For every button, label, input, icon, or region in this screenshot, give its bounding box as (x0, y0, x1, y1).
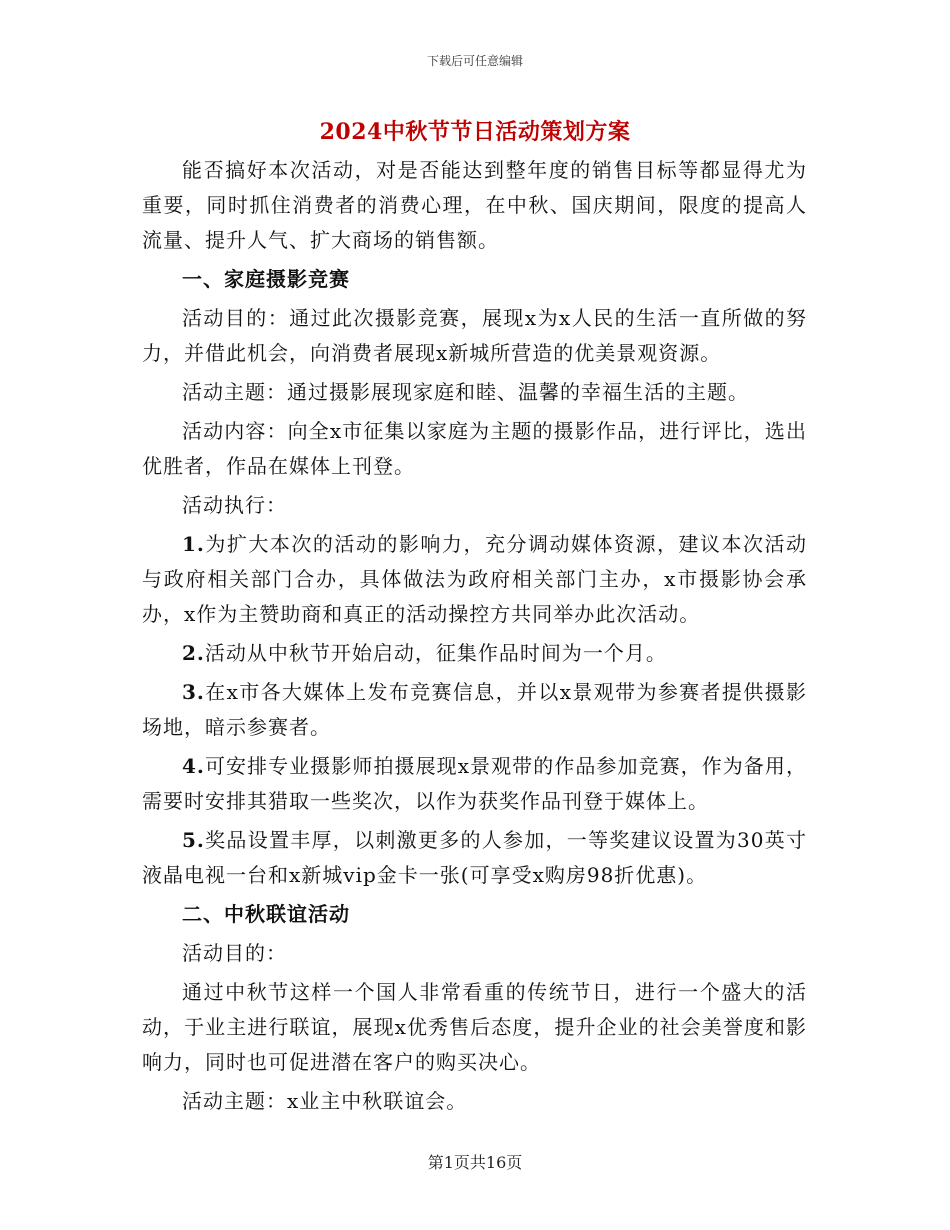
list-number: 1. (182, 532, 205, 556)
body-paragraph: 活动执行： (182, 493, 287, 517)
list-number: 5. (182, 828, 205, 852)
page-footer: 第1页共16页 (427, 1153, 523, 1172)
numbered-paragraph (142, 823, 807, 893)
list-text: 在x市各大媒体上发布竞赛信息，并以x景观带为参赛者提供摄影场地，暗示参赛者。 (142, 680, 807, 739)
body-paragraph: 活动内容：向全x市征集以家庭为主题的摄影作品，进行评比，选出优胜者，作品在媒体上刊登。 (142, 419, 807, 478)
list-number: 2. (182, 641, 205, 665)
section-heading: 一、家庭摄影竞赛 (182, 267, 350, 291)
document-body (142, 153, 807, 1119)
page-title: 2024中秋节节日活动策划方案 (319, 119, 631, 145)
body-paragraph: 活动目的：通过此次摄影竞赛，展现x为x人民的生活一直所做的努力，并借此机会，向消费者展现x新城所营造的优美景观资源。 (142, 306, 807, 365)
header-note: 下载后可任意编辑 (426, 54, 523, 68)
list-text: 活动从中秋节开始启动，征集作品时间为一个月。 (204, 641, 667, 665)
list-text: 可安排专业摄影师拍摄展现x景观带的作品参加竞赛，作为备用，需要时安排其猎取一些奖次，以作为获奖作品刊登于媒体上。 (142, 754, 807, 813)
section-heading: 二、中秋联谊活动 (182, 902, 350, 926)
list-number: 4. (182, 754, 205, 778)
list-text: 奖品设置丰厚，以刺激更多的人参加，一等奖建议设置为30英寸液晶电视一台和x新城vip金卡一张(可享受x购房98折优惠)。 (142, 828, 807, 887)
list-number: 3. (182, 680, 205, 704)
intro-paragraph: 能否搞好本次活动，对是否能达到整年度的销售目标等都显得尤为重要，同时抓住消费者的消费心理，在中秋、国庆期间，限度的提高人流量、提升人气、扩大商场的销售额。 (142, 158, 807, 252)
numbered-paragraph (142, 749, 807, 819)
numbered-paragraph (142, 527, 807, 632)
body-paragraph: 通过中秋节这样一个国人非常看重的传统节日，进行一个盛大的活动，于业主进行联谊，展现x优秀售后态度，提升企业的社会美誉度和影响力，同时也可促进潜在客户的购买决心。 (142, 980, 807, 1074)
list-text: 为扩大本次的活动的影响力，充分调动媒体资源，建议本次活动与政府相关部门合办，具体做法为政府相关部门主办，x市摄影协会承办，x作为主赞助商和真正的活动操控方共同举办此次活动。 (142, 532, 807, 626)
numbered-paragraph (142, 636, 807, 671)
numbered-paragraph (142, 675, 807, 745)
body-paragraph: 活动主题：通过摄影展现家庭和睦、温馨的幸福生活的主题。 (182, 380, 749, 404)
body-paragraph: 活动主题：x业主中秋联谊会。 (182, 1089, 468, 1113)
body-paragraph: 活动目的： (182, 941, 287, 965)
